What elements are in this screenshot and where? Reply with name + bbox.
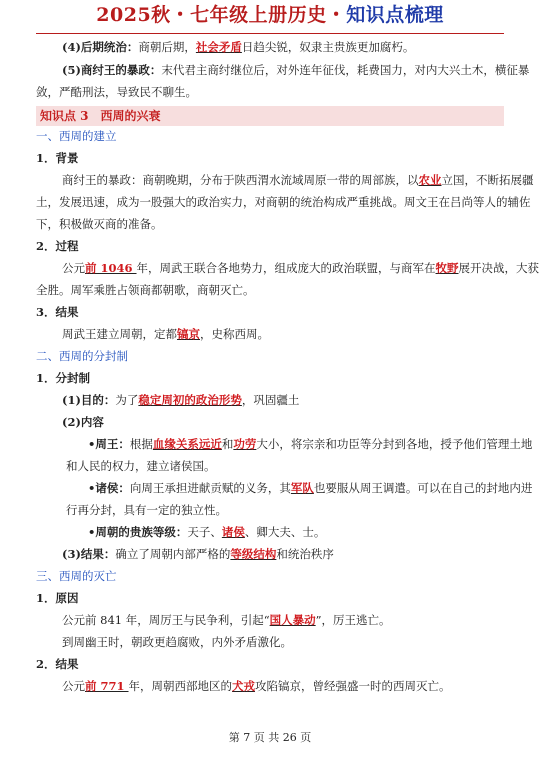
text: 为了 [115,393,139,407]
section-heading: 三、西周的灭亡 [36,569,117,583]
text: 和 [221,437,234,451]
sub-heading: 1．分封制 [36,371,91,385]
title-blue-part: 知识点梳理 [346,4,444,26]
keyword: 诸侯 [221,525,245,539]
text: 展开决战，大获 [458,261,540,275]
paragraph-line [62,615,391,627]
item-label: •周王： [88,437,130,451]
paragraph-line [62,329,269,341]
text: ，史称西周。 [200,327,269,341]
text: 根据 [129,437,153,451]
text: ，巩固疆土 [241,393,300,407]
paragraph-line [62,395,299,407]
keyword: 犬戎 [232,679,256,693]
intro-item-5-cont: 敛，严酷刑法，导致民不聊生。 [36,85,197,99]
paragraph-line: 行再分封，具有一定的独立性。 [66,503,227,517]
paragraph-line: 全胜。周军乘胜占领商都朝歌，商朝灭亡。 [36,283,255,297]
item-label: •周朝的贵族等级： [88,525,188,539]
text: 公元 [62,679,85,693]
intro-item-4 [62,42,414,54]
paragraph-line [88,439,532,451]
text: 也要服从周王调遣。可以在自己的封地内进 [313,481,533,495]
text: 向周王承担进献贡赋的义务，其 [129,481,291,495]
sub-heading: 1．原因 [36,591,79,605]
paragraph-line: 到周幽王时，朝政更趋腐败，内外矛盾激化。 [62,635,292,649]
text: 末代君主商纣继位后，对外连年征伐，耗费国力，对内大兴土木，横征暴 [161,63,530,77]
keyword: 前 771 [85,679,129,693]
text: 公元前 841 年，周厉王与民争利，引起“ [62,613,270,627]
text: 年，周朝西部地区的 [128,679,233,693]
knowledge-point-band [36,106,504,126]
text: ”，厉王逃亡。 [315,613,391,627]
page-title [0,6,540,25]
knowledge-point-label: 知识点 3 西周的兴衰 [40,109,161,123]
title-divider [36,33,504,34]
item-label: (4)后期统治： [62,40,139,54]
page-number: 第 7 页 共 26 页 [228,731,312,744]
keyword: 农业 [418,173,442,187]
paragraph-line: 下，积极做灭商的准备。 [36,217,163,231]
text: 天子、 [187,525,222,539]
keyword: 功劳 [233,437,257,451]
keyword: 血缘关系远近 [152,437,222,451]
text: 周武王建立周朝，定都 [62,327,177,341]
keyword: 军队 [290,481,314,495]
sub-heading: 2．过程 [36,239,79,253]
paragraph-line [62,175,534,187]
item-label: (5)商纣王的暴政： [62,63,162,77]
paragraph-line [62,681,451,693]
paragraph-line: 和人民的权力，建立诸侯国。 [66,459,216,473]
text: 确立了周朝内部严格的 [115,547,231,561]
keyword: 社会矛盾 [195,40,242,54]
item-label: (2)内容 [62,415,104,429]
text: 和统治秩序 [276,547,334,561]
sub-heading: 1．背景 [36,151,79,165]
text: 年，周武王联合各地势力，组成庞大的政治联盟，与商军在 [136,261,436,275]
title-red-part: 2025秋・七年级上册历史・ [96,4,347,26]
keyword: 前 1046 [85,261,137,275]
text: 商朝后期， [138,40,196,54]
keyword: 稳定周初的政治形势 [138,393,242,407]
item-label: •诸侯： [88,481,130,495]
text: 攻陷镐京，曾经强盛一时的西周灭亡。 [255,679,451,693]
item-label: (3)结果： [62,547,116,561]
keyword: 牧野 [435,261,459,275]
paragraph-line [88,527,325,539]
section-heading: 一、西周的建立 [36,129,117,143]
keyword: 国人暴动 [269,613,316,627]
text: 立国，不断拓展疆 [441,173,534,187]
text: 商纣王的暴政：商朝晚期，分布于陕西渭水流域周原一带的周部族，以 [62,173,419,187]
text: 大小，将宗亲和功臣等分封到各地，授予他们管理土地 [256,437,533,451]
sub-heading: 3．结果 [36,305,79,319]
paragraph-line [62,549,334,561]
keyword: 等级结构 [230,547,277,561]
paragraph-line [88,483,532,495]
keyword: 镐京 [177,327,200,341]
section-heading: 二、西周的分封制 [36,349,128,363]
item-label: (1)目的： [62,393,116,407]
text: 日趋尖锐，奴隶主贵族更加腐朽。 [241,40,415,54]
paragraph-line [62,263,539,275]
intro-item-5 [62,65,529,77]
text: 公元 [62,261,85,275]
text: 、卿大夫、士。 [244,525,326,539]
paragraph-line: 土，发展迅速，成为一股强大的政治实力，对商朝的统治构成严重挑战。周文王在吕尚等人的辅佐 [36,195,531,209]
sub-heading: 2．结果 [36,657,79,671]
